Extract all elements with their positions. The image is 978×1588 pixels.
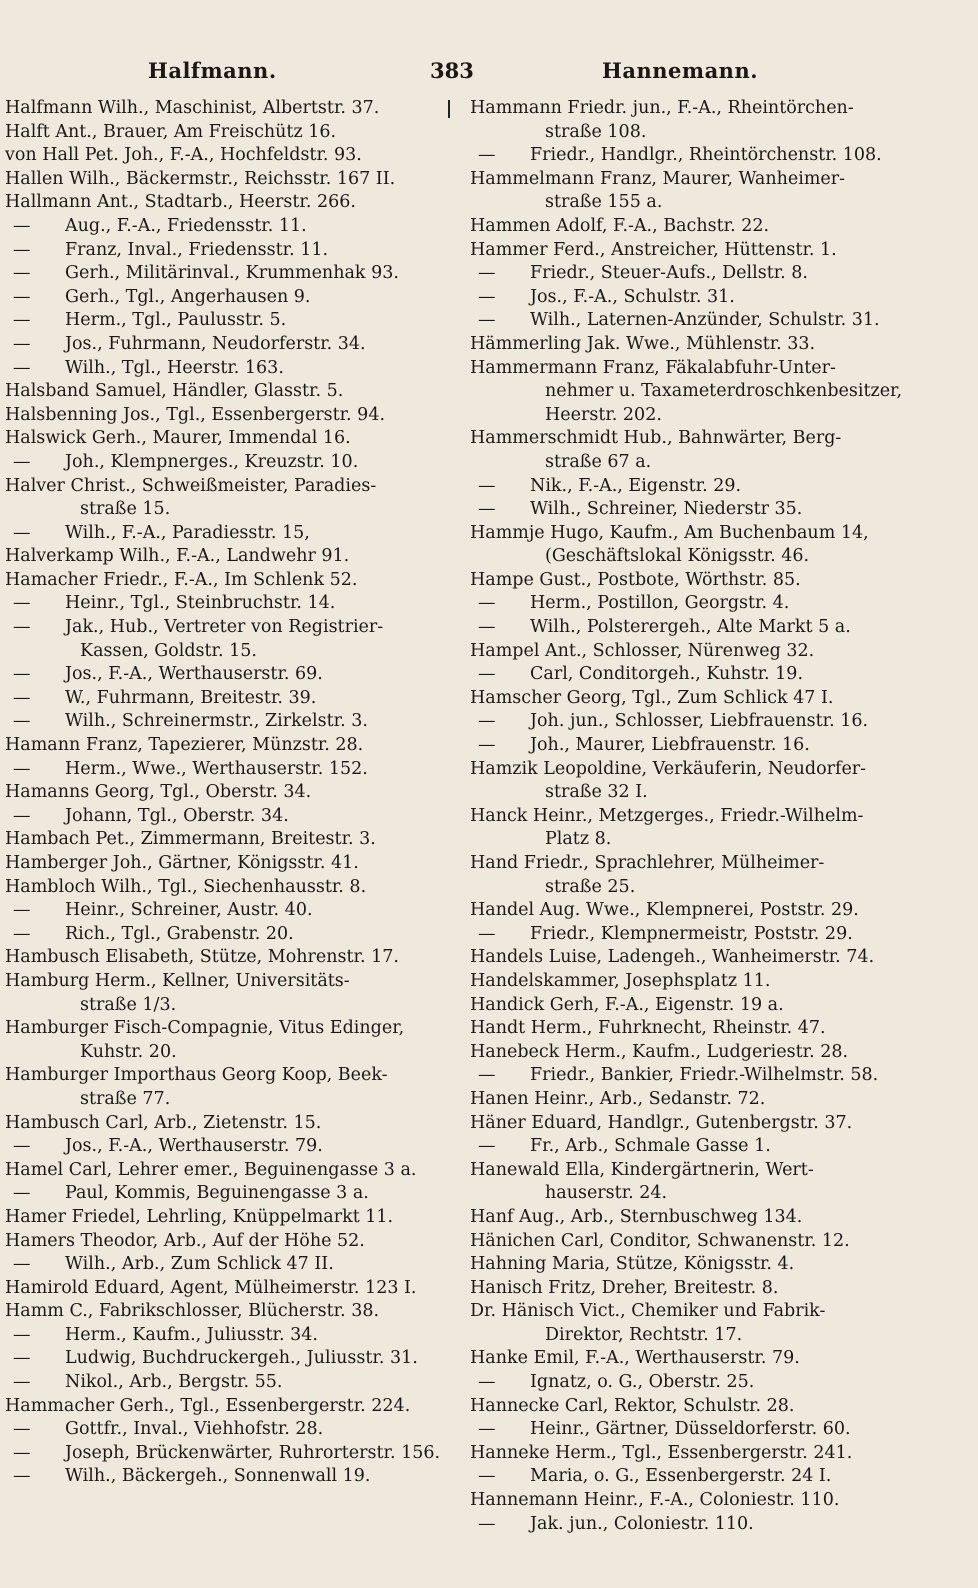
repeat-dash: — [478,1065,496,1086]
directory-entry [470,215,915,239]
repeat-dash: — [13,451,31,472]
repeat-dash: — [13,758,31,779]
repeat-dash: — [478,286,496,307]
entry-line: Joseph, Brückenwärter, Ruhrorterstr. 156. [65,1442,441,1463]
directory-entry [470,1159,915,1206]
entry-line: Nik., F.-A., Eigenstr. 29. [530,475,742,496]
directory-entry [470,1253,915,1277]
entry-line: Hamer Friedel, Lehrling, Knüppelmarkt 11. [5,1206,394,1227]
repeat-dash: — [478,1419,496,1440]
entry-line: Hallmann Ant., Stadtarb., Heerstr. 266. [5,192,356,213]
entry-line: Häner Eduard, Handlgr., Gutenbergstr. 37. [470,1112,853,1133]
directory-entry [470,1395,915,1419]
repeat-dash: — [13,711,31,732]
entry-line: Hamzik Leopoldine, Verkäuferin, Neudorfer- [470,758,867,779]
entry-continuation-line: hauserstr. 24. [545,1183,668,1204]
left-column [5,97,445,1489]
repeat-dash: — [13,900,31,921]
entry-line: Hamel Carl, Lehrer emer., Beguinengasse 3 a. [5,1159,417,1180]
entry-line: Hamers Theodor, Arb., Auf der Höhe 52. [5,1230,365,1251]
entry-line: Jak., Hub., Vertreter von Registrier- [65,617,384,638]
entry-line: Heinr., Gärtner, Düsseldorferstr. 60. [530,1419,851,1440]
entry-line: Hamann Franz, Tapezierer, Münzstr. 28. [5,735,364,756]
directory-entry [470,1206,915,1230]
directory-entry [5,286,445,310]
repeat-dash: — [13,215,31,236]
entry-continuation-line: nehmer u. Taxameterdroschkenbesitzer, [545,381,903,402]
repeat-dash: — [13,357,31,378]
entry-continuation-line: straße 15. [80,499,171,520]
directory-entry [470,923,915,947]
entry-line: Hammerschmidt Hub., Bahnwärter, Berg- [470,428,842,449]
repeat-dash: — [478,263,496,284]
directory-entry [470,239,915,263]
directory-entry [5,1230,445,1254]
directory-entry [5,1206,445,1230]
directory-entry [5,239,445,263]
entry-line: Hampe Gust., Postbote, Wörthstr. 85. [470,569,801,590]
directory-entry [5,1418,445,1442]
entry-line: Friedr., Bankier, Friedr.-Wilhelmstr. 58. [530,1065,879,1086]
repeat-dash: — [478,711,496,732]
directory-entry [470,640,915,664]
right-column [470,97,915,1536]
entry-line: Handt Herm., Fuhrknecht, Rheinstr. 47. [470,1018,826,1039]
repeat-dash: — [13,664,31,685]
entry-line: Hänichen Carl, Conditor, Schwanenstr. 12. [470,1230,850,1251]
entry-line: Hammann Friedr. jun., F.-A., Rheintörchen- [470,98,854,118]
entry-line: Gottfr., Inval., Viehhofstr. 28. [65,1419,324,1440]
directory-entry [5,923,445,947]
entry-continuation-line: straße 155 a. [545,192,663,213]
directory-entry [5,545,445,569]
entry-continuation-line: Kuhstr. 20. [80,1041,177,1062]
entry-line: Hamburger Importhaus Georg Koop, Beek- [5,1065,388,1086]
repeat-dash: — [478,1466,496,1487]
directory-entry [5,828,445,852]
directory-entry [470,946,915,970]
repeat-dash: — [13,617,31,638]
repeat-dash: — [13,593,31,614]
entry-line: Friedr., Steuer-Aufs., Dellstr. 8. [530,263,808,284]
directory-entry [470,1489,915,1513]
directory-entry [5,569,445,593]
directory-entry [470,1418,915,1442]
directory-entry [5,781,445,805]
directory-entry [5,97,445,121]
entry-continuation-line: straße 108. [545,121,647,142]
directory-entry [470,1041,915,1065]
entry-line: Dr. Hänisch Vict., Chemiker und Fabrik- [470,1301,826,1322]
entry-line: Hahning Maria, Stütze, Königsstr. 4. [470,1254,795,1275]
entry-continuation-line: straße 25. [545,876,636,897]
entry-continuation-line: Heerstr. 202. [545,404,662,425]
directory-entry [5,687,445,711]
entry-line: Hambloch Wilh., Tgl., Siechenhausstr. 8. [5,876,367,897]
directory-entry [5,1442,445,1466]
directory-entry [5,475,445,522]
entry-line: von Hall Pet. Joh., F.-A., Hochfeldstr. 93. [5,145,362,166]
directory-entry [5,144,445,168]
repeat-dash: — [13,239,31,260]
directory-entry [470,168,915,215]
directory-entry [5,1371,445,1395]
directory-entry [5,710,445,734]
repeat-dash: — [478,617,496,638]
repeat-dash: — [13,805,31,826]
directory-entry [5,121,445,145]
entry-line: Maria, o. G., Essenbergerstr. 24 I. [530,1466,832,1487]
directory-entry [5,1135,445,1159]
repeat-dash: — [13,310,31,331]
entry-line: Hallen Wilh., Bäckermstr., Reichsstr. 167 II. [5,168,396,189]
entry-line: Herm., Wwe., Werthauserstr. 152. [65,758,368,779]
directory-entry [5,215,445,239]
entry-line: Hamberger Joh., Gärtner, Königsstr. 41. [5,853,359,873]
entry-line: Wilh., Schreiner, Niederstr 35. [530,499,803,520]
entry-line: Friedr., Handlgr., Rheintörchenstr. 108. [530,145,882,166]
entry-line: Hamanns Georg, Tgl., Oberstr. 34. [5,782,312,803]
entry-line: Wilh., Polsterergeh., Alte Markt 5 a. [530,617,851,638]
entry-line: Joh., Maurer, Liebfrauenstr. 16. [530,735,810,756]
directory-entry [470,357,915,428]
entry-line: Handels Luise, Ladengeh., Wanheimerstr. 74. [470,947,875,968]
directory-entry [470,144,915,168]
entry-line: Hambusch Elisabeth, Stütze, Mohrenstr. 17. [5,947,399,968]
entry-line: Jak. jun., Coloniestr. 110. [530,1513,754,1534]
repeat-dash: — [13,687,31,708]
directory-entry [470,899,915,923]
repeat-dash: — [478,1136,496,1157]
entry-continuation-line: straße 67 a. [545,451,652,472]
entry-line: Hammelmann Franz, Maurer, Wanheimer- [470,168,846,189]
directory-entry [470,475,915,499]
repeat-dash: — [13,1254,31,1275]
directory-entry [470,710,915,734]
directory-entry [470,286,915,310]
entry-line: Hämmerling Jak. Wwe., Mühlenstr. 33. [470,333,816,354]
entry-line: Halsbenning Jos., Tgl., Essenbergerstr. 94. [5,404,386,425]
directory-entry [470,333,915,357]
entry-line: Hampel Ant., Schlosser, Nürenweg 32. [470,640,815,661]
entry-line: Hammermann Franz, Fäkalabfuhr-Unter- [470,357,836,378]
repeat-dash: — [13,1466,31,1487]
directory-entry [5,309,445,333]
directory-entry [5,1324,445,1348]
entry-line: Hambach Pet., Zimmermann, Breitestr. 3. [5,829,376,850]
directory-entry [5,380,445,404]
repeat-dash: — [478,475,496,496]
repeat-dash: — [13,1348,31,1369]
entry-line: Hand Friedr., Sprachlehrer, Mülheimer- [470,853,825,873]
entry-line: Joh., Klempnerges., Kreuzstr. 10. [65,451,359,472]
directory-entry [470,805,915,852]
repeat-dash: — [13,1442,31,1463]
directory-entry [470,1371,915,1395]
entry-line: Jos., F.-A., Werthauserstr. 69. [65,664,323,685]
directory-entry [5,663,445,687]
directory-entry [5,1112,445,1136]
repeat-dash: — [478,1513,496,1534]
entry-line: Halverkamp Wilh., F.-A., Landwehr 91. [5,546,350,567]
entry-line: Wilh., Bäckergeh., Sonnenwall 19. [65,1466,371,1487]
entry-line: Hammen Adolf, F.-A., Bachstr. 22. [470,215,770,236]
entry-line: Hanebeck Herm., Kaufm., Ludgeriestr. 28. [470,1041,849,1062]
entry-line: Herm., Tgl., Paulusstr. 5. [65,310,287,331]
entry-continuation-line: straße 32 I. [545,782,648,803]
directory-entry [5,1347,445,1371]
entry-line: Gerh., Tgl., Angerhausen 9. [65,286,311,307]
repeat-dash: — [13,923,31,944]
entry-continuation-line: straße 77. [80,1088,171,1109]
directory-entry [5,168,445,192]
entry-line: Hanf Aug., Arb., Sternbuschweg 134. [470,1206,803,1227]
repeat-dash: — [13,1136,31,1157]
entry-line: Wilh., Tgl., Heerstr. 163. [65,357,284,378]
page-header [0,56,978,86]
directory-entry [470,592,915,616]
repeat-dash: — [13,522,31,543]
entry-line: Hanck Heinr., Metzgerges., Friedr.-Wilhelm- [470,805,864,826]
entry-line: Wilh., Arb., Zum Schlick 47 II. [65,1254,334,1275]
entry-line: Handel Aug. Wwe., Klempnerei, Poststr. 29. [470,900,859,921]
entry-line: Wilh., F.-A., Paradiesstr. 15, [65,522,310,543]
repeat-dash: — [13,1419,31,1440]
directory-entry [5,758,445,782]
directory-entry [470,1465,915,1489]
directory-entry [5,427,445,451]
directory-entry [5,946,445,970]
running-head-right: Hannemann. [602,58,759,83]
repeat-dash: — [478,664,496,685]
entry-line: Halver Christ., Schweißmeister, Paradies- [5,475,377,496]
directory-entry [5,1159,445,1183]
entry-line: Hammje Hugo, Kaufm., Am Buchenbaum 14, [470,522,869,543]
directory-entry [5,404,445,428]
entry-line: Hannecke Carl, Rektor, Schulstr. 28. [470,1395,795,1416]
entry-line: Friedr., Klempnermeistr, Poststr. 29. [530,923,853,944]
directory-entry [5,1064,445,1111]
directory-entry [5,876,445,900]
entry-line: Hammacher Gerh., Tgl., Essenbergerstr. 224. [5,1395,411,1416]
repeat-dash: — [478,923,496,944]
entry-continuation-line: straße 1/3. [80,994,177,1015]
entry-line: Hammer Ferd., Anstreicher, Hüttenstr. 1. [470,239,837,260]
directory-entry [470,687,915,711]
repeat-dash: — [478,310,496,331]
directory-entry [5,1182,445,1206]
directory-entry [470,1513,915,1537]
entry-line: Herm., Postillon, Georgstr. 4. [530,593,790,614]
repeat-dash: — [478,593,496,614]
directory-entry [470,1230,915,1254]
directory-entry [5,970,445,1017]
entry-line: Wilh., Laternen-Anzünder, Schulstr. 31. [530,310,880,331]
entry-line: Jos., Fuhrmann, Neudorferstr. 34. [65,333,366,354]
entry-continuation-line: Kassen, Goldstr. 15. [80,640,257,661]
directory-entry [470,569,915,593]
entry-line: Joh. jun., Schlosser, Liebfrauenstr. 16. [530,711,869,732]
directory-entry [470,1442,915,1466]
entry-continuation-line: (Geschäftslokal Königsstr. 46. [545,546,810,567]
directory-entry [470,970,915,994]
repeat-dash: — [478,145,496,166]
directory-entry [5,262,445,286]
directory-entry [470,758,915,805]
entry-line: Handick Gerh, F.-A., Eigenstr. 19 a. [470,994,784,1015]
directory-entry [5,522,445,546]
entry-line: W., Fuhrmann, Breitestr. 39. [65,687,317,708]
entry-line: Hanneke Herm., Tgl., Essenbergerstr. 241. [470,1442,853,1463]
entry-line: Hamburg Herm., Kellner, Universitäts- [5,970,350,991]
directory-entry [470,522,915,569]
directory-entry [5,1253,445,1277]
entry-line: Halfmann Wilh., Maschinist, Albertstr. 37. [5,98,380,118]
directory-entry [470,309,915,333]
entry-continuation-line: Direktor, Rechtstr. 17. [545,1324,743,1345]
entry-line: Gerh., Militärinval., Krummenhak 93. [65,263,399,284]
entry-line: Jos., F.-A., Werthauserstr. 79. [65,1136,323,1157]
entry-line: Aug., F.-A., Friedensstr. 11. [65,215,307,236]
entry-line: Hanke Emil, F.-A., Werthauserstr. 79. [470,1348,800,1369]
directory-entry [5,1395,445,1419]
directory-entry [5,805,445,829]
entry-continuation-line: Platz 8. [545,829,612,850]
directory-entry [5,734,445,758]
entry-line: Jos., F.-A., Schulstr. 31. [530,286,735,307]
directory-entry [470,1135,915,1159]
directory-entry [5,357,445,381]
entry-line: Heinr., Tgl., Steinbruchstr. 14. [65,593,336,614]
directory-entry [5,1017,445,1064]
entry-line: Paul, Kommis, Beguinengasse 3 a. [65,1183,369,1204]
directory-entry [5,616,445,663]
entry-line: Ignatz, o. G., Oberstr. 25. [530,1372,755,1393]
directory-entry [470,734,915,758]
entry-line: Hanewald Ella, Kindergärtnerin, Wert- [470,1159,814,1180]
directory-entry [470,1112,915,1136]
directory-entry [470,262,915,286]
entry-line: Nikol., Arb., Bergstr. 55. [65,1372,283,1393]
repeat-dash: — [478,735,496,756]
repeat-dash: — [478,1372,496,1393]
page-number: 383 [430,58,474,83]
column-divider [448,100,450,118]
entry-line: Hamburger Fisch-Compagnie, Vitus Edinger, [5,1018,405,1039]
directory-entry [5,191,445,215]
directory-entry [470,663,915,687]
directory-entry [5,899,445,923]
directory-entry [470,97,915,144]
repeat-dash: — [478,499,496,520]
directory-entry [5,592,445,616]
entry-line: Hanisch Fritz, Dreher, Breitestr. 8. [470,1277,779,1298]
entry-line: Johann, Tgl., Oberstr. 34. [65,805,289,826]
directory-entry [470,498,915,522]
directory-entry [470,852,915,899]
repeat-dash: — [13,286,31,307]
entry-line: Hanen Heinr., Arb., Sedanstr. 72. [470,1088,766,1109]
entry-line: Handelskammer, Josephsplatz 11. [470,970,771,991]
directory-entry [470,1300,915,1347]
repeat-dash: — [13,1183,31,1204]
entry-line: Ludwig, Buchdruckergeh., Juliusstr. 31. [65,1348,418,1369]
entry-line: Wilh., Schreinermstr., Zirkelstr. 3. [65,711,368,732]
directory-entry [470,1017,915,1041]
entry-line: Carl, Conditorgeh., Kuhstr. 19. [530,664,804,685]
directory-entry [5,852,445,876]
directory-entry [470,1088,915,1112]
entry-line: Rich., Tgl., Grabenstr. 20. [65,923,294,944]
directory-entry [5,333,445,357]
directory-entry [470,427,915,474]
entry-line: Halswick Gerh., Maurer, Immendal 16. [5,428,351,449]
entry-line: Heinr., Schreiner, Austr. 40. [65,900,313,921]
directory-entry [5,451,445,475]
directory-entry [470,616,915,640]
entry-line: Herm., Kaufm., Juliusstr. 34. [65,1324,318,1345]
directory-entry [470,1277,915,1301]
running-head-left: Halfmann. [148,58,277,83]
repeat-dash: — [13,1372,31,1393]
repeat-dash: — [13,263,31,284]
entry-line: Franz, Inval., Friedensstr. 11. [65,239,329,260]
directory-entry [5,1465,445,1489]
directory-entry [470,994,915,1018]
entry-line: Fr., Arb., Schmale Gasse 1. [530,1136,771,1157]
directory-entry [470,1064,915,1088]
directory-entry [5,1277,445,1301]
entry-line: Halft Ant., Brauer, Am Freischütz 16. [5,121,337,142]
repeat-dash: — [13,1324,31,1345]
entry-line: Hannemann Heinr., F.-A., Coloniestr. 110. [470,1490,840,1511]
entry-line: Hamm C., Fabrikschlosser, Blücherstr. 38. [5,1301,380,1322]
entry-line: Hambusch Carl, Arb., Zietenstr. 15. [5,1112,322,1133]
directory-entry [470,1347,915,1371]
entry-line: Hamirold Eduard, Agent, Mülheimerstr. 123 I. [5,1277,417,1298]
repeat-dash: — [13,333,31,354]
entry-line: Halsband Samuel, Händler, Glasstr. 5. [5,381,344,402]
directory-entry [5,1300,445,1324]
entry-line: Hamscher Georg, Tgl., Zum Schlick 47 I. [470,687,834,708]
entry-line: Hamacher Friedr., F.-A., Im Schlenk 52. [5,569,358,590]
